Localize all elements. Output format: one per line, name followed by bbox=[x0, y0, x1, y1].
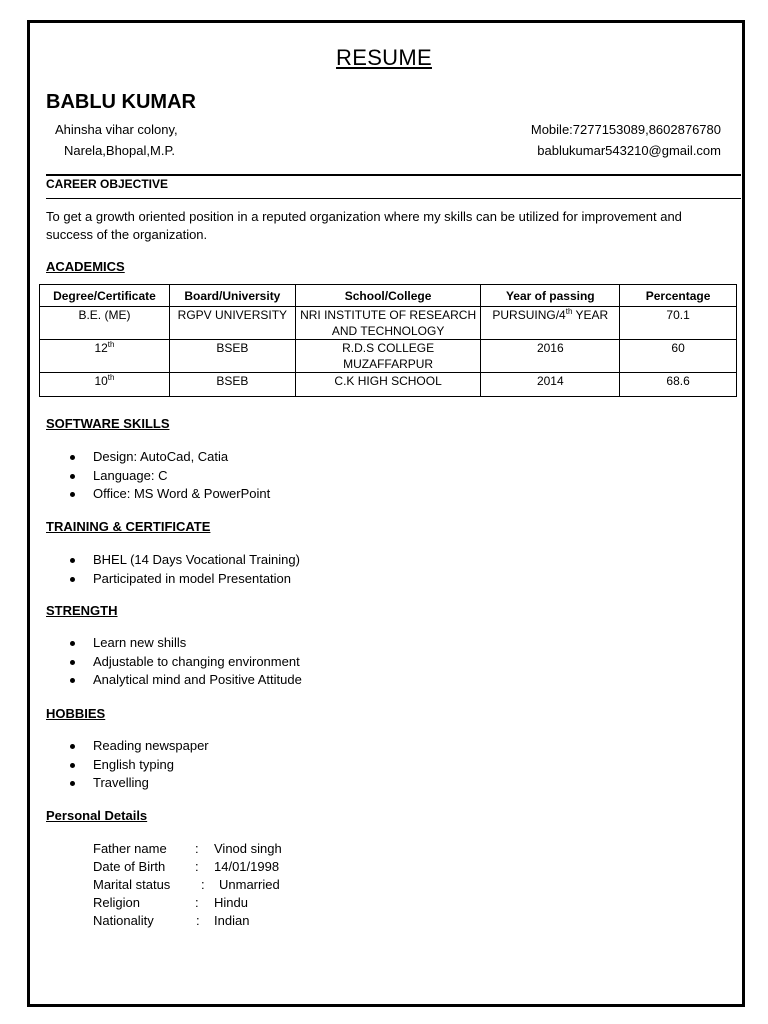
bullet-icon bbox=[70, 455, 75, 460]
address-line-2: Narela,Bhopal,M.P. bbox=[64, 143, 176, 158]
school-cell: NRI INSTITUTE OF RESEARCH AND TECHNOLOGY bbox=[295, 307, 481, 340]
list-item: Office: MS Word & PowerPoint bbox=[70, 485, 270, 504]
year-cell: PURSUING/4th YEAR bbox=[481, 307, 620, 340]
percentage-cell: 68.6 bbox=[620, 373, 737, 397]
bullet-icon bbox=[70, 678, 75, 683]
list-item: Travelling bbox=[70, 774, 209, 793]
list-item: Reading newspaper bbox=[70, 737, 209, 756]
detail-label: Nationality bbox=[93, 913, 154, 928]
address-line-1: Ahinsha vihar colony, bbox=[55, 122, 178, 137]
board-cell: BSEB bbox=[169, 340, 295, 373]
board-cell: RGPV UNIVERSITY bbox=[169, 307, 295, 340]
personal-detail-row: Marital status : Unmarried bbox=[93, 877, 280, 892]
column-header: Percentage bbox=[620, 285, 737, 307]
bullet-icon bbox=[70, 763, 75, 768]
school-cell: C.K HIGH SCHOOL bbox=[295, 373, 481, 397]
board-cell: BSEB bbox=[169, 373, 295, 397]
software-skills-list bbox=[70, 448, 270, 504]
hobbies-heading: HOBBIES bbox=[46, 706, 106, 721]
software-skills-heading: SOFTWARE SKILLS bbox=[46, 416, 170, 431]
bullet-icon bbox=[70, 558, 75, 563]
degree-cell: 12th bbox=[40, 340, 170, 373]
percentage-cell: 70.1 bbox=[620, 307, 737, 340]
mobile-number: Mobile:7277153089,8602876780 bbox=[530, 122, 721, 137]
bullet-icon bbox=[70, 492, 75, 497]
email-address: bablukumar543210@gmail.com bbox=[537, 143, 721, 158]
training-heading: TRAINING & CERTIFICATE bbox=[46, 519, 211, 534]
column-header: Board/University bbox=[169, 285, 295, 307]
list-item: BHEL (14 Days Vocational Training) bbox=[70, 551, 300, 570]
academics-heading: ACADEMICS bbox=[46, 259, 125, 274]
detail-value: Hindu bbox=[214, 895, 248, 910]
bullet-icon bbox=[70, 660, 75, 665]
list-item: Design: AutoCad, Catia bbox=[70, 448, 270, 467]
bullet-icon bbox=[70, 577, 75, 582]
percentage-cell: 60 bbox=[620, 340, 737, 373]
training-list bbox=[70, 551, 300, 588]
divider-bottom bbox=[46, 198, 741, 199]
list-item: Analytical mind and Positive Attitude bbox=[70, 671, 302, 690]
detail-value: Vinod singh bbox=[214, 841, 282, 856]
detail-label: Father name bbox=[93, 841, 167, 856]
detail-value: Indian bbox=[214, 913, 250, 928]
personal-detail-row: Father name : Vinod singh bbox=[93, 841, 282, 856]
detail-label: Date of Birth bbox=[93, 859, 166, 874]
column-header: School/College bbox=[295, 285, 481, 307]
personal-detail-row: Date of Birth : 14/01/1998 bbox=[93, 859, 280, 874]
academics-table bbox=[39, 284, 737, 397]
year-cell: 2016 bbox=[481, 340, 620, 373]
strength-heading: STRENGTH bbox=[46, 603, 118, 618]
table-row bbox=[40, 340, 737, 373]
table-header-row bbox=[40, 285, 737, 307]
detail-label: Marital status bbox=[93, 877, 171, 892]
table-row bbox=[40, 373, 737, 397]
list-item: Participated in model Presentation bbox=[70, 570, 300, 589]
detail-label: Religion bbox=[93, 895, 140, 910]
personal-detail-row: Religion : Hindu bbox=[93, 895, 248, 910]
bullet-icon bbox=[70, 781, 75, 786]
personal-details bbox=[93, 840, 353, 930]
list-item: Language: C bbox=[70, 467, 270, 486]
column-header: Year of passing bbox=[481, 285, 620, 307]
list-item: Learn new shills bbox=[70, 634, 302, 653]
degree-cell: B.E. (ME) bbox=[40, 307, 170, 340]
document-title: RESUME bbox=[336, 45, 432, 70]
career-objective-heading: CAREER OBJECTIVE bbox=[46, 177, 169, 191]
career-objective-text: To get a growth oriented position in a reputed organization where my skills can be utilized for improvement and success of the organization. bbox=[46, 209, 682, 242]
bullet-icon bbox=[70, 641, 75, 646]
personal-detail-row: Nationality : Indian bbox=[93, 913, 250, 928]
personal-details-heading: Personal Details bbox=[46, 808, 148, 823]
bullet-icon bbox=[70, 474, 75, 479]
table-row bbox=[40, 307, 737, 340]
school-cell: R.D.S COLLEGE MUZAFFARPUR bbox=[295, 340, 481, 373]
hobbies-list bbox=[70, 737, 209, 793]
divider-top bbox=[46, 174, 741, 176]
list-item: Adjustable to changing environment bbox=[70, 653, 302, 672]
column-header: Degree/Certificate bbox=[40, 285, 170, 307]
list-item: English typing bbox=[70, 756, 209, 775]
year-cell: 2014 bbox=[481, 373, 620, 397]
detail-value: 14/01/1998 bbox=[214, 859, 280, 874]
degree-cell: 10th bbox=[40, 373, 170, 397]
bullet-icon bbox=[70, 744, 75, 749]
candidate-name: BABLU KUMAR bbox=[46, 91, 196, 113]
strength-list bbox=[70, 634, 302, 690]
detail-value: Unmarried bbox=[219, 877, 280, 892]
